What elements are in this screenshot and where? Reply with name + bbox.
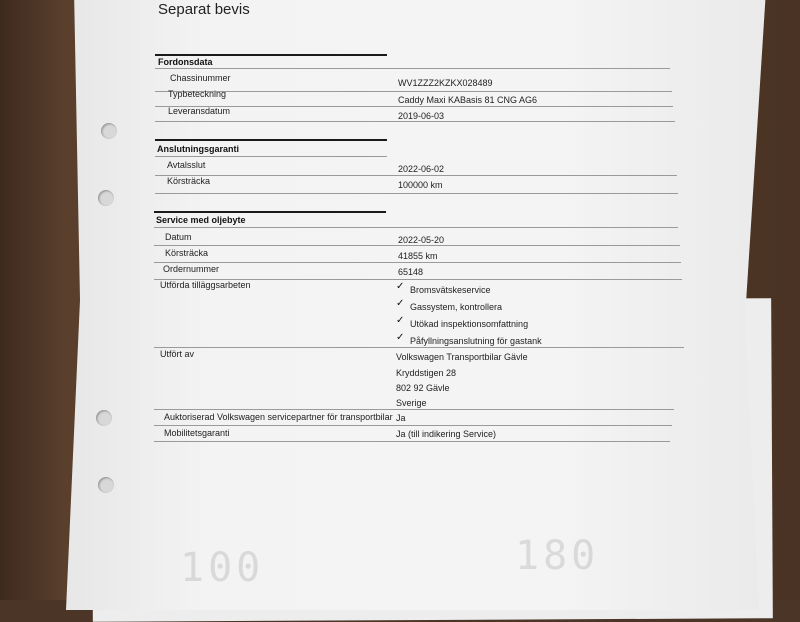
row-line bbox=[154, 441, 670, 442]
punch-hole bbox=[101, 123, 117, 139]
punch-hole bbox=[96, 410, 112, 426]
row-line bbox=[155, 156, 387, 157]
row-line bbox=[155, 121, 675, 122]
label-leveransdatum: Leveransdatum bbox=[168, 106, 231, 116]
ghost-mark: 100 bbox=[180, 545, 265, 591]
extra-work-item: Påfyllningsanslutning för gastank bbox=[410, 336, 542, 346]
checkmark-icon: ✓ bbox=[396, 315, 405, 326]
checkmark-icon: ✓ bbox=[396, 281, 405, 292]
label-extra-work: Utförda tilläggsarbeten bbox=[160, 280, 251, 290]
section-heading-service: Service med oljebyte bbox=[156, 215, 246, 225]
row-line bbox=[154, 425, 672, 426]
label-korstracka-service: Körsträcka bbox=[165, 248, 209, 258]
value-avtalsslut: 2022-06-02 bbox=[398, 164, 445, 174]
value-authorized-partner: Ja bbox=[396, 413, 406, 423]
value-ordernummer: 65148 bbox=[398, 267, 424, 277]
value-typbeteckning: Caddy Maxi KABasis 81 CNG AG6 bbox=[398, 95, 538, 105]
row-line bbox=[154, 262, 681, 263]
label-typbeteckning: Typbeteckning bbox=[168, 89, 227, 99]
row-line bbox=[155, 91, 672, 92]
label-chassinummer: Chassinummer bbox=[170, 73, 231, 83]
section-rule bbox=[155, 139, 387, 141]
row-line bbox=[155, 68, 670, 69]
label-korstracka-guarantee: Körsträcka bbox=[167, 176, 211, 186]
row-line bbox=[154, 245, 680, 246]
document-title: Separat bevis bbox=[158, 1, 250, 18]
label-performed-by: Utfört av bbox=[160, 349, 195, 359]
value-datum: 2022-05-20 bbox=[398, 235, 445, 245]
performed-by-line: Kryddstigen 28 bbox=[396, 368, 457, 378]
section-rule bbox=[155, 54, 387, 56]
row-line bbox=[155, 193, 678, 194]
row-line bbox=[154, 227, 678, 228]
label-mobility-guarantee: Mobilitetsgaranti bbox=[164, 428, 230, 438]
value-korstracka-service: 41855 km bbox=[398, 251, 438, 261]
punch-hole bbox=[98, 477, 114, 493]
label-datum: Datum bbox=[165, 232, 192, 242]
extra-work-item: Bromsvätskeservice bbox=[410, 285, 491, 295]
ghost-mark: 180 bbox=[515, 533, 600, 579]
extra-work-item: Utökad inspektionsomfattning bbox=[410, 319, 529, 329]
performed-by-line: Volkswagen Transportbilar Gävle bbox=[396, 352, 528, 362]
section-heading-guarantee: Anslutningsgaranti bbox=[157, 144, 240, 154]
value-leveransdatum: 2019-06-03 bbox=[398, 111, 445, 121]
label-avtalsslut: Avtalsslut bbox=[167, 160, 206, 170]
row-line bbox=[154, 347, 684, 348]
label-ordernummer: Ordernummer bbox=[163, 264, 220, 274]
row-line bbox=[155, 106, 673, 107]
checkmark-icon: ✓ bbox=[396, 332, 405, 343]
value-korstracka-guarantee: 100000 km bbox=[398, 180, 443, 190]
value-chassinummer: WV1ZZZ2KZKX028489 bbox=[398, 78, 493, 88]
section-rule bbox=[154, 211, 386, 213]
punch-hole bbox=[98, 190, 114, 206]
extra-work-item: Gassystem, kontrollera bbox=[410, 302, 503, 312]
value-mobility-guarantee: Ja (till indikering Service) bbox=[396, 429, 497, 439]
performed-by-line: Sverige bbox=[396, 398, 427, 408]
section-heading-vehicle: Fordonsdata bbox=[158, 57, 213, 67]
row-line bbox=[154, 409, 674, 410]
label-authorized-partner: Auktoriserad Volkswagen servicepartner för transportbilar bbox=[164, 412, 393, 422]
performed-by-line: 802 92 Gävle bbox=[396, 383, 450, 393]
checkmark-icon: ✓ bbox=[396, 298, 405, 309]
row-line bbox=[155, 175, 677, 176]
